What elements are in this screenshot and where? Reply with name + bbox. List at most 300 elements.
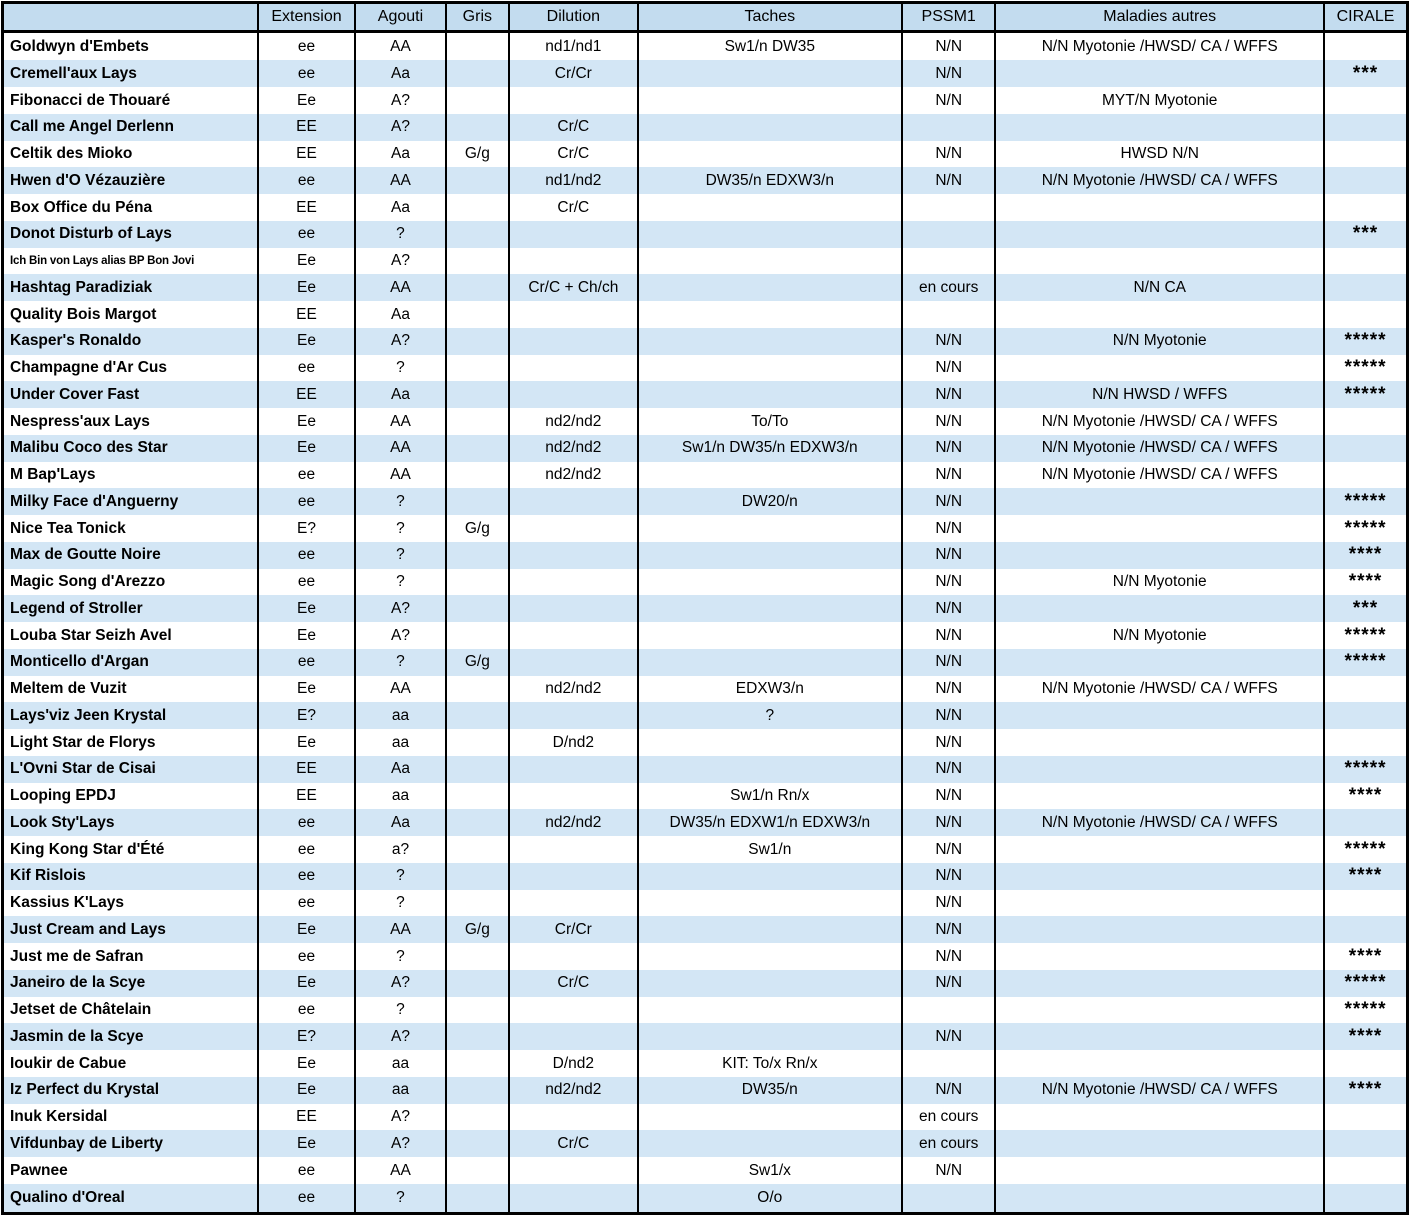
table-row (3, 248, 1408, 275)
cell-extension: EE (258, 756, 355, 783)
cell-agouti: AA (355, 167, 445, 194)
cell-maladies-autres (995, 702, 1324, 729)
cell-extension: ee (258, 462, 355, 489)
cell-taches (638, 60, 902, 87)
cell-dilution: Cr/C (509, 1130, 638, 1157)
cell-agouti: ? (355, 890, 445, 917)
cell-agouti: ? (355, 515, 445, 542)
table-row (3, 462, 1408, 489)
column-header-maladies-autres: Maladies autres (995, 3, 1324, 32)
table-row (3, 595, 1408, 622)
cell-extension: ee (258, 809, 355, 836)
cell-maladies-autres: N/N Myotonie /HWSD/ CA / WFFS (995, 809, 1324, 836)
cell-dilution (509, 569, 638, 596)
cell-dilution (509, 87, 638, 114)
cell-dilution: D/nd2 (509, 1050, 638, 1077)
cell-dilution: Cr/C (509, 114, 638, 141)
table-row (3, 569, 1408, 596)
cell-name: Malibu Coco des Star (3, 435, 258, 462)
cell-gris: G/g (446, 141, 509, 168)
cell-maladies-autres (995, 248, 1324, 275)
cell-agouti: aa (355, 702, 445, 729)
cell-cirale (1324, 274, 1407, 301)
table-row (3, 809, 1408, 836)
cell-pssm1: N/N (902, 836, 995, 863)
cell-maladies-autres: N/N Myotonie (995, 569, 1324, 596)
cell-extension: Ee (258, 87, 355, 114)
cell-taches (638, 194, 902, 221)
cell-pssm1 (902, 194, 995, 221)
cell-dilution (509, 381, 638, 408)
cell-dilution: Cr/Cr (509, 916, 638, 943)
cell-gris (446, 622, 509, 649)
table-row (3, 32, 1408, 61)
cell-pssm1: N/N (902, 542, 995, 569)
cell-agouti: Aa (355, 301, 445, 328)
cell-pssm1: N/N (902, 702, 995, 729)
table-row (3, 87, 1408, 114)
cell-gris (446, 1157, 509, 1184)
cell-pssm1: N/N (902, 328, 995, 355)
cell-taches (638, 328, 902, 355)
cell-name: Light Star de Florys (3, 729, 258, 756)
cell-agouti: AA (355, 408, 445, 435)
cell-name: Ich Bin von Lays alias BP Bon Jovi (3, 248, 258, 275)
cell-cirale: **** (1324, 1077, 1407, 1104)
cell-maladies-autres (995, 863, 1324, 890)
cell-dilution (509, 649, 638, 676)
cell-name: Magic Song d'Arezzo (3, 569, 258, 596)
cell-gris (446, 836, 509, 863)
table-row (3, 114, 1408, 141)
cell-taches: DW35/n (638, 1077, 902, 1104)
cell-dilution: nd2/nd2 (509, 435, 638, 462)
cell-agouti: Aa (355, 194, 445, 221)
cell-dilution (509, 1184, 638, 1214)
cell-agouti: aa (355, 1050, 445, 1077)
table-row (3, 274, 1408, 301)
cell-gris (446, 890, 509, 917)
cell-cirale (1324, 1184, 1407, 1214)
table-row (3, 194, 1408, 221)
cell-dilution (509, 622, 638, 649)
cell-taches (638, 1104, 902, 1131)
cell-name: Kasper's Ronaldo (3, 328, 258, 355)
cell-cirale (1324, 1157, 1407, 1184)
cell-taches: KIT: To/x Rn/x (638, 1050, 902, 1077)
cell-maladies-autres: MYT/N Myotonie (995, 87, 1324, 114)
cell-pssm1: en cours (902, 274, 995, 301)
cell-pssm1: en cours (902, 1130, 995, 1157)
cell-agouti: AA (355, 274, 445, 301)
cell-dilution (509, 1104, 638, 1131)
cell-maladies-autres (995, 542, 1324, 569)
cell-pssm1: en cours (902, 1104, 995, 1131)
cell-maladies-autres: N/N Myotonie /HWSD/ CA / WFFS (995, 32, 1324, 61)
column-header-cirale: CIRALE (1324, 3, 1407, 32)
cell-cirale: ***** (1324, 355, 1407, 382)
cell-dilution (509, 1157, 638, 1184)
cell-cirale: ***** (1324, 649, 1407, 676)
cell-name: Call me Angel Derlenn (3, 114, 258, 141)
table-row (3, 649, 1408, 676)
cell-maladies-autres (995, 221, 1324, 248)
cell-extension: EE (258, 114, 355, 141)
cell-name: Vifdunbay de Liberty (3, 1130, 258, 1157)
cell-cirale (1324, 408, 1407, 435)
cell-cirale (1324, 167, 1407, 194)
cell-cirale (1324, 702, 1407, 729)
cell-cirale (1324, 1130, 1407, 1157)
column-header-gris: Gris (446, 3, 509, 32)
cell-dilution: nd2/nd2 (509, 676, 638, 703)
cell-cirale (1324, 462, 1407, 489)
cell-taches (638, 997, 902, 1024)
cell-maladies-autres (995, 301, 1324, 328)
cell-gris (446, 355, 509, 382)
cell-extension: ee (258, 1184, 355, 1214)
cell-gris (446, 32, 509, 61)
cell-cirale: ***** (1324, 515, 1407, 542)
cell-extension: ee (258, 863, 355, 890)
cell-gris (446, 248, 509, 275)
cell-cirale: **** (1324, 863, 1407, 890)
cell-name: Cremell'aux Lays (3, 60, 258, 87)
cell-agouti: AA (355, 676, 445, 703)
cell-name: Goldwyn d'Embets (3, 32, 258, 61)
table-row (3, 836, 1408, 863)
cell-extension: Ee (258, 1050, 355, 1077)
cell-cirale: **** (1324, 542, 1407, 569)
cell-name: Monticello d'Argan (3, 649, 258, 676)
cell-dilution (509, 702, 638, 729)
cell-maladies-autres (995, 783, 1324, 810)
table-row (3, 863, 1408, 890)
cell-cirale: *** (1324, 221, 1407, 248)
cell-extension: Ee (258, 595, 355, 622)
cell-name: Meltem de Vuzit (3, 676, 258, 703)
column-header-dilution: Dilution (509, 3, 638, 32)
cell-name: Just me de Safran (3, 943, 258, 970)
table-row (3, 676, 1408, 703)
cell-extension: Ee (258, 916, 355, 943)
cell-cirale (1324, 435, 1407, 462)
cell-cirale (1324, 916, 1407, 943)
cell-maladies-autres (995, 997, 1324, 1024)
cell-taches (638, 890, 902, 917)
cell-maladies-autres (995, 970, 1324, 997)
cell-dilution (509, 595, 638, 622)
cell-taches (638, 114, 902, 141)
table-row (3, 783, 1408, 810)
cell-name: Looping EPDJ (3, 783, 258, 810)
cell-gris (446, 676, 509, 703)
table-row (3, 328, 1408, 355)
table-row (3, 381, 1408, 408)
cell-extension: EE (258, 381, 355, 408)
cell-maladies-autres (995, 943, 1324, 970)
cell-gris (446, 997, 509, 1024)
cell-maladies-autres (995, 890, 1324, 917)
column-header-extension: Extension (258, 3, 355, 32)
cell-cirale: ***** (1324, 622, 1407, 649)
table-row (3, 542, 1408, 569)
cell-taches: DW35/n EDXW1/n EDXW3/n (638, 809, 902, 836)
cell-extension: ee (258, 167, 355, 194)
cell-pssm1: N/N (902, 1157, 995, 1184)
cell-maladies-autres: N/N Myotonie /HWSD/ CA / WFFS (995, 408, 1324, 435)
cell-extension: Ee (258, 622, 355, 649)
cell-pssm1: N/N (902, 381, 995, 408)
cell-maladies-autres (995, 1157, 1324, 1184)
cell-pssm1: N/N (902, 167, 995, 194)
cell-pssm1: N/N (902, 355, 995, 382)
cell-taches: EDXW3/n (638, 676, 902, 703)
cell-name: Louba Star Seizh Avel (3, 622, 258, 649)
cell-cirale: *** (1324, 60, 1407, 87)
cell-extension: ee (258, 997, 355, 1024)
cell-extension: ee (258, 488, 355, 515)
cell-pssm1: N/N (902, 916, 995, 943)
cell-name: Jetset de Châtelain (3, 997, 258, 1024)
cell-taches: O/o (638, 1184, 902, 1214)
cell-taches: ? (638, 702, 902, 729)
table-row (3, 1023, 1408, 1050)
cell-extension: EE (258, 194, 355, 221)
cell-pssm1: N/N (902, 783, 995, 810)
cell-gris (446, 194, 509, 221)
cell-cirale (1324, 809, 1407, 836)
cell-extension: Ee (258, 274, 355, 301)
cell-maladies-autres: N/N Myotonie /HWSD/ CA / WFFS (995, 462, 1324, 489)
cell-taches: DW35/n EDXW3/n (638, 167, 902, 194)
cell-name: Box Office du Péna (3, 194, 258, 221)
cell-name: Hwen d'O Vézauzière (3, 167, 258, 194)
cell-taches (638, 729, 902, 756)
cell-name: Legend of Stroller (3, 595, 258, 622)
cell-cirale: ***** (1324, 970, 1407, 997)
cell-name: Champagne d'Ar Cus (3, 355, 258, 382)
cell-extension: Ee (258, 435, 355, 462)
cell-pssm1: N/N (902, 943, 995, 970)
cell-gris (446, 809, 509, 836)
cell-gris (446, 167, 509, 194)
cell-agouti: aa (355, 783, 445, 810)
cell-agouti: A? (355, 248, 445, 275)
cell-name: M Bap'Lays (3, 462, 258, 489)
table-body (3, 32, 1408, 1214)
cell-name: King Kong Star d'Été (3, 836, 258, 863)
cell-dilution (509, 836, 638, 863)
cell-maladies-autres: N/N HWSD / WFFS (995, 381, 1324, 408)
table-row (3, 1077, 1408, 1104)
cell-taches (638, 916, 902, 943)
cell-name: Donot Disturb of Lays (3, 221, 258, 248)
cell-pssm1: N/N (902, 863, 995, 890)
cell-extension: EE (258, 301, 355, 328)
cell-extension: ee (258, 355, 355, 382)
cell-cirale (1324, 141, 1407, 168)
cell-dilution: Cr/C (509, 194, 638, 221)
cell-taches (638, 756, 902, 783)
cell-name: Hashtag Paradiziak (3, 274, 258, 301)
cell-extension: Ee (258, 408, 355, 435)
cell-extension: ee (258, 32, 355, 61)
cell-agouti: Aa (355, 141, 445, 168)
cell-gris (446, 569, 509, 596)
cell-name: Kif Rislois (3, 863, 258, 890)
cell-taches: Sw1/n DW35/n EDXW3/n (638, 435, 902, 462)
cell-taches (638, 355, 902, 382)
cell-dilution (509, 863, 638, 890)
header-row (3, 3, 1408, 32)
cell-name: Milky Face d'Anguerny (3, 488, 258, 515)
cell-taches (638, 248, 902, 275)
cell-pssm1: N/N (902, 87, 995, 114)
cell-cirale (1324, 1104, 1407, 1131)
cell-dilution (509, 756, 638, 783)
cell-cirale: ***** (1324, 756, 1407, 783)
cell-dilution (509, 890, 638, 917)
table-row (3, 890, 1408, 917)
cell-gris (446, 488, 509, 515)
cell-agouti: A? (355, 595, 445, 622)
table-row (3, 488, 1408, 515)
cell-extension: EE (258, 1104, 355, 1131)
cell-pssm1: N/N (902, 756, 995, 783)
cell-extension: Ee (258, 248, 355, 275)
cell-name: Lays'viz Jeen Krystal (3, 702, 258, 729)
cell-extension: E? (258, 702, 355, 729)
cell-gris (446, 1050, 509, 1077)
cell-cirale: ***** (1324, 381, 1407, 408)
cell-taches (638, 542, 902, 569)
table-row (3, 1104, 1408, 1131)
cell-maladies-autres (995, 836, 1324, 863)
cell-gris (446, 702, 509, 729)
table-row (3, 729, 1408, 756)
cell-name: Inuk Kersidal (3, 1104, 258, 1131)
cell-extension: ee (258, 569, 355, 596)
cell-name: Max de Goutte Noire (3, 542, 258, 569)
table-row (3, 943, 1408, 970)
cell-cirale (1324, 729, 1407, 756)
cell-dilution (509, 301, 638, 328)
cell-maladies-autres (995, 595, 1324, 622)
cell-gris (446, 783, 509, 810)
column-header-taches: Taches (638, 3, 902, 32)
cell-dilution: Cr/C + Ch/ch (509, 274, 638, 301)
cell-taches (638, 569, 902, 596)
cell-gris (446, 221, 509, 248)
table-row (3, 1130, 1408, 1157)
cell-name: L'Ovni Star de Cisai (3, 756, 258, 783)
cell-cirale (1324, 1050, 1407, 1077)
cell-agouti: ? (355, 488, 445, 515)
table-row (3, 221, 1408, 248)
cell-pssm1: N/N (902, 569, 995, 596)
cell-maladies-autres (995, 194, 1324, 221)
horse-genetics-table (1, 1, 1409, 1215)
cell-agouti: AA (355, 435, 445, 462)
cell-pssm1 (902, 1184, 995, 1214)
cell-taches: Sw1/x (638, 1157, 902, 1184)
cell-taches: Sw1/n Rn/x (638, 783, 902, 810)
cell-taches (638, 595, 902, 622)
cell-taches (638, 221, 902, 248)
cell-dilution (509, 783, 638, 810)
cell-pssm1: N/N (902, 488, 995, 515)
cell-pssm1 (902, 997, 995, 1024)
cell-pssm1: N/N (902, 1077, 995, 1104)
cell-dilution (509, 515, 638, 542)
cell-name: Fibonacci de Thouaré (3, 87, 258, 114)
cell-cirale (1324, 32, 1407, 61)
cell-gris: G/g (446, 649, 509, 676)
cell-name: Janeiro de la Scye (3, 970, 258, 997)
cell-name: Nespress'aux Lays (3, 408, 258, 435)
cell-cirale: ***** (1324, 488, 1407, 515)
cell-agouti: A? (355, 1104, 445, 1131)
cell-gris: G/g (446, 515, 509, 542)
table-row (3, 301, 1408, 328)
cell-extension: E? (258, 1023, 355, 1050)
cell-dilution (509, 488, 638, 515)
cell-agouti: ? (355, 997, 445, 1024)
cell-pssm1 (902, 248, 995, 275)
cell-pssm1: N/N (902, 622, 995, 649)
cell-cirale (1324, 248, 1407, 275)
cell-gris (446, 301, 509, 328)
cell-agouti: A? (355, 87, 445, 114)
cell-agouti: ? (355, 569, 445, 596)
cell-name: Nice Tea Tonick (3, 515, 258, 542)
cell-maladies-autres: N/N CA (995, 274, 1324, 301)
cell-cirale: ***** (1324, 836, 1407, 863)
column-header-agouti: Agouti (355, 3, 445, 32)
cell-taches (638, 301, 902, 328)
cell-cirale: *** (1324, 595, 1407, 622)
cell-extension: Ee (258, 676, 355, 703)
cell-taches: Sw1/n DW35 (638, 32, 902, 61)
cell-taches (638, 1023, 902, 1050)
cell-taches (638, 381, 902, 408)
cell-agouti: ? (355, 1184, 445, 1214)
cell-gris (446, 435, 509, 462)
cell-dilution: nd1/nd2 (509, 167, 638, 194)
cell-agouti: A? (355, 328, 445, 355)
cell-pssm1 (902, 1050, 995, 1077)
cell-dilution (509, 248, 638, 275)
cell-taches (638, 462, 902, 489)
cell-dilution: Cr/C (509, 970, 638, 997)
cell-agouti: aa (355, 729, 445, 756)
cell-name: Celtik des Mioko (3, 141, 258, 168)
table-row (3, 1184, 1408, 1214)
cell-gris (446, 328, 509, 355)
cell-taches (638, 943, 902, 970)
cell-extension: Ee (258, 328, 355, 355)
cell-cirale: **** (1324, 943, 1407, 970)
cell-cirale (1324, 890, 1407, 917)
cell-agouti: A? (355, 622, 445, 649)
table-row (3, 970, 1408, 997)
cell-maladies-autres (995, 488, 1324, 515)
cell-pssm1: N/N (902, 515, 995, 542)
cell-pssm1: N/N (902, 676, 995, 703)
cell-agouti: ? (355, 355, 445, 382)
cell-gris (446, 1130, 509, 1157)
